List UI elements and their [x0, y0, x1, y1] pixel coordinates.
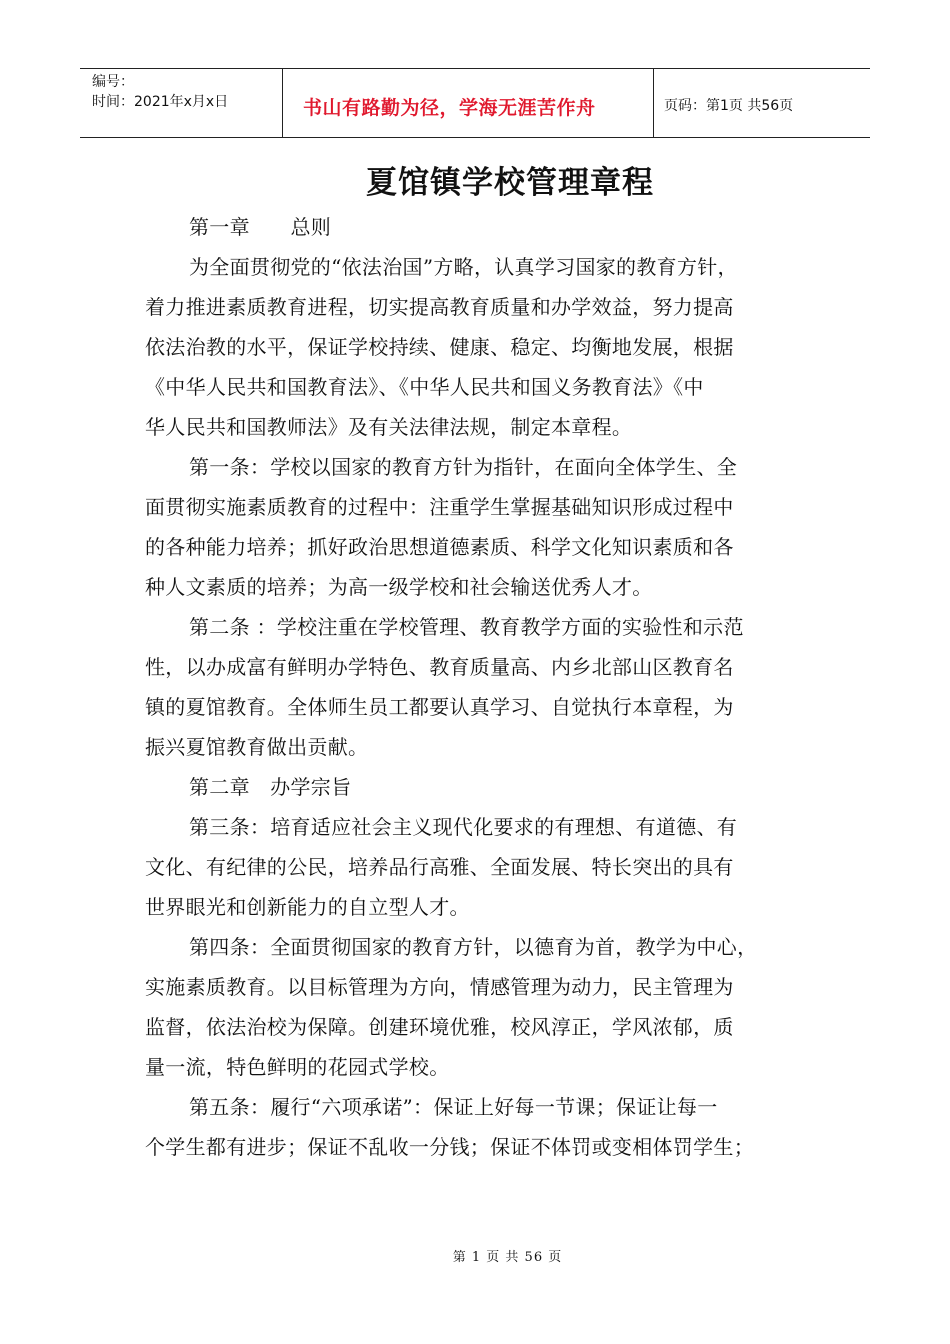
document-title: 夏馆镇学校管理章程 [366, 165, 654, 201]
document-date-label: 时间：2021年x月x日 [92, 94, 229, 110]
text-line: 监督，依法治校为保障。创建环境优雅，校风淳正，学风浓郁，质 [145, 1015, 734, 1039]
article-4 [145, 927, 815, 1087]
page-footer: 第 1 页 共 56 页 [452, 1250, 563, 1265]
text-line: 个学生都有进步；保证不乱收一分钱；保证不体罚或变相体罚学生； [145, 1135, 754, 1159]
text-line: 世界眼光和创新能力的自立型人才。 [145, 895, 470, 919]
text-line: 振兴夏馆教育做出贡献。 [145, 735, 369, 759]
chapter-heading [145, 767, 815, 807]
chapter-heading [145, 207, 815, 247]
text-line: 量一流，特色鲜明的花园式学校。 [145, 1055, 450, 1079]
text-line: 的各种能力培养；抓好政治思想道德素质、科学文化知识素质和各 [145, 535, 734, 559]
article-1 [145, 447, 815, 607]
text-line: 实施素质教育。以目标管理为方向，情感管理为动力，民主管理为 [145, 975, 734, 999]
text-line: 种人文素质的培养；为高一级学校和社会输送优秀人才。 [145, 575, 653, 599]
text-line: 镇的夏馆教育。全体师生员工都要认真学习、自觉执行本章程，为 [145, 695, 734, 719]
text-line: 为全面贯彻党的“依法治国”方略，认真学习国家的教育方针， [189, 255, 738, 279]
article-5 [145, 1087, 815, 1167]
header-page-cell [654, 69, 870, 137]
text-line: 性，以办成富有鲜明办学特色、教育质量高、内乡北部山区教育名 [145, 655, 734, 679]
document-header [80, 68, 870, 138]
header-page-info: 页码：第1页 共56页 [664, 98, 794, 114]
header-motto: 书山有路勤为径，学海无涯苦作舟 [303, 97, 596, 119]
text-line: 第三条：培育适应社会主义现代化要求的有理想、有道德、有 [189, 815, 738, 839]
text-line: 第五条：履行“六项承诺”：保证上好每一节课；保证让每一 [189, 1095, 718, 1119]
text-line: 《中华人民共和国教育法》、《中华人民共和国义务教育法》《中 [145, 375, 704, 399]
text-line: 第二章 办学宗旨 [189, 775, 352, 799]
text-line: 着力推进素质教育进程，切实提高教育质量和办学效益，努力提高 [145, 295, 734, 319]
document-body [145, 207, 815, 1167]
text-line: 文化、有纪律的公民，培养品行高雅、全面发展、特长突出的具有 [145, 855, 734, 879]
article-3 [145, 807, 815, 927]
header-meta-cell [80, 69, 283, 137]
text-line: 第一章 总则 [189, 215, 332, 239]
paragraph-preamble [145, 247, 815, 447]
article-2 [145, 607, 815, 767]
text-line: 华人民共和国教师法》及有关法律法规，制定本章程。 [145, 415, 633, 439]
document-number-label: 编号： [92, 74, 134, 90]
text-line: 面贯彻实施素质教育的过程中：注重学生掌握基础知识形成过程中 [145, 495, 734, 519]
header-motto-cell [283, 69, 654, 137]
text-line: 依法治教的水平，保证学校持续、健康、稳定、均衡地发展，根据 [145, 335, 734, 359]
text-line: 第四条：全面贯彻国家的教育方针，以德育为首，教学为中心， [189, 935, 758, 959]
text-line: 第二条 ：学校注重在学校管理、教育教学方面的实验性和示范 [189, 615, 744, 639]
text-line: 第一条：学校以国家的教育方针为指针，在面向全体学生、全 [189, 455, 738, 479]
